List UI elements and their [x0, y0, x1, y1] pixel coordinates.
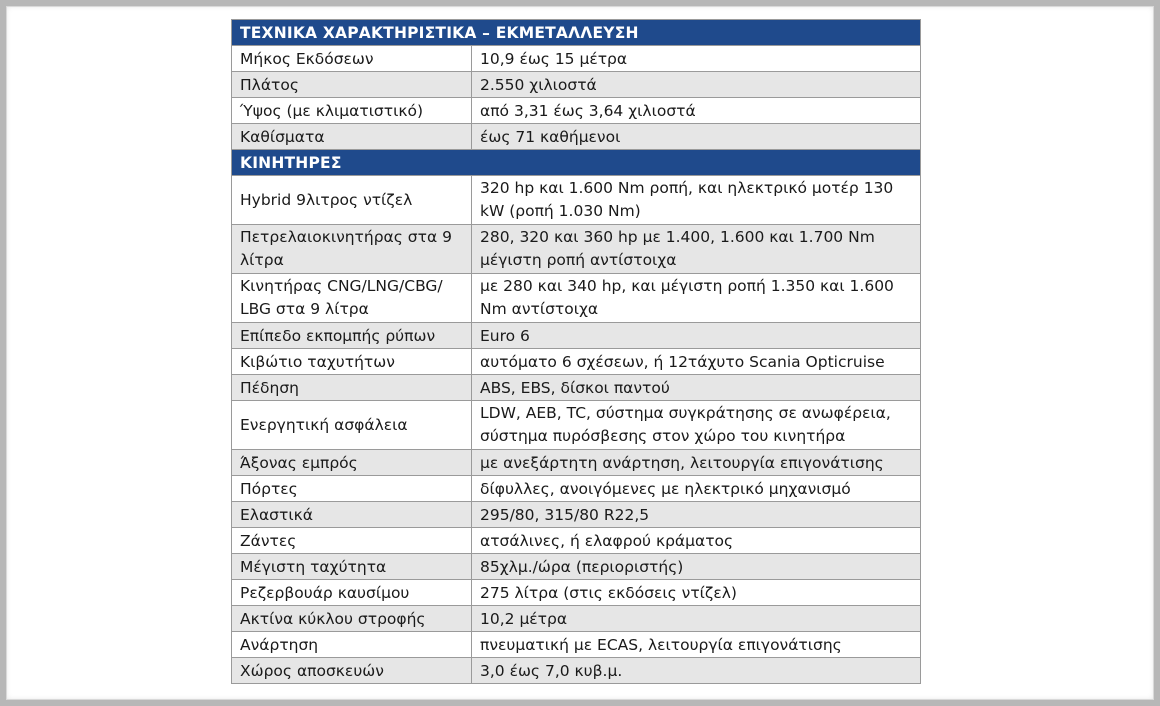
- table-row: [232, 658, 921, 684]
- row-value: 280, 320 και 360 hp με 1.400, 1.600 και 1.700 Nm μέγιστη ροπή αντίστοιχα: [472, 225, 921, 274]
- table-row: [232, 606, 921, 632]
- table-row: [232, 225, 921, 274]
- table-row: [232, 632, 921, 658]
- row-label: Ρεζερβουάρ καυσίμου: [232, 580, 472, 606]
- table-row: [232, 124, 921, 150]
- row-value: 10,2 μέτρα: [472, 606, 921, 632]
- row-label: Άξονας εμπρός: [232, 450, 472, 476]
- row-value: 2.550 χιλιοστά: [472, 72, 921, 98]
- row-value: 275 λίτρα (στις εκδόσεις ντίζελ): [472, 580, 921, 606]
- row-label: Κινητήρας CNG/LNG/CBG/ LBG στα 9 λίτρα: [232, 274, 472, 323]
- section-header: [232, 20, 921, 46]
- table-row: [232, 46, 921, 72]
- row-label: Ανάρτηση: [232, 632, 472, 658]
- row-value: 3,0 έως 7,0 κυβ.μ.: [472, 658, 921, 684]
- table-row: [232, 375, 921, 401]
- row-label: Hybrid 9λιτρος ντίζελ: [232, 176, 472, 225]
- table-row: [232, 401, 921, 450]
- row-label: Ζάντες: [232, 528, 472, 554]
- section-title-operation: ΤΕΧΝΙΚΑ ΧΑΡΑΚΤΗΡΙΣΤΙΚΑ – ΕΚΜΕΤΑΛΛΕΥΣΗ: [232, 20, 921, 46]
- row-label: Κιβώτιο ταχυτήτων: [232, 349, 472, 375]
- table-row: [232, 98, 921, 124]
- row-label: Ελαστικά: [232, 502, 472, 528]
- row-label: Πετρελαιοκινητήρας στα 9 λίτρα: [232, 225, 472, 274]
- row-value: αυτόματο 6 σχέσεων, ή 12τάχυτο Scania Opticruise: [472, 349, 921, 375]
- row-value: 85χλμ./ώρα (περιοριστής): [472, 554, 921, 580]
- row-value: ατσάλινες, ή ελαφρού κράματος: [472, 528, 921, 554]
- table-row: [232, 349, 921, 375]
- row-value: LDW, AEB, TC, σύστημα συγκράτησης σε ανωφέρεια, σύστημα πυρόσβεσης στον χώρο του κινητήρα: [472, 401, 921, 450]
- row-label: Μήκος Εκδόσεων: [232, 46, 472, 72]
- row-label: Πέδηση: [232, 375, 472, 401]
- table-row: [232, 502, 921, 528]
- table-row: [232, 176, 921, 225]
- row-value: με 280 και 340 hp, και μέγιστη ροπή 1.350 και 1.600 Nm αντίστοιχα: [472, 274, 921, 323]
- row-label: Ύψος (με κλιματιστικό): [232, 98, 472, 124]
- table-row: [232, 528, 921, 554]
- table-row: [232, 274, 921, 323]
- row-value: Euro 6: [472, 323, 921, 349]
- row-label: Ακτίνα κύκλου στροφής: [232, 606, 472, 632]
- row-label: Επίπεδο εκπομπής ρύπων: [232, 323, 472, 349]
- row-label: Ενεργητική ασφάλεια: [232, 401, 472, 450]
- table-row: [232, 323, 921, 349]
- row-value: δίφυλλες, ανοιγόμενες με ηλεκτρικό μηχανισμό: [472, 476, 921, 502]
- row-value: 320 hp και 1.600 Nm ροπή, και ηλεκτρικό μοτέρ 130 kW (ροπή 1.030 Nm): [472, 176, 921, 225]
- table-row: [232, 580, 921, 606]
- row-value: 10,9 έως 15 μέτρα: [472, 46, 921, 72]
- section-engines: [232, 150, 921, 684]
- row-label: Χώρος αποσκευών: [232, 658, 472, 684]
- row-label: Καθίσματα: [232, 124, 472, 150]
- section-header: [232, 150, 921, 176]
- table-row: [232, 450, 921, 476]
- row-value: από 3,31 έως 3,64 χιλιοστά: [472, 98, 921, 124]
- row-value: έως 71 καθήμενοι: [472, 124, 921, 150]
- spec-table: [231, 19, 921, 684]
- section-operation: [232, 20, 921, 150]
- row-value: πνευματική με ECAS, λειτουργία επιγονάτισης: [472, 632, 921, 658]
- table-row: [232, 72, 921, 98]
- row-label: Πλάτος: [232, 72, 472, 98]
- row-value: 295/80, 315/80 R22,5: [472, 502, 921, 528]
- row-label: Μέγιστη ταχύτητα: [232, 554, 472, 580]
- table-row: [232, 476, 921, 502]
- section-title-engines: ΚΙΝΗΤΗΡΕΣ: [232, 150, 921, 176]
- row-label: Πόρτες: [232, 476, 472, 502]
- table-row: [232, 554, 921, 580]
- row-value: με ανεξάρτητη ανάρτηση, λειτουργία επιγονάτισης: [472, 450, 921, 476]
- row-value: ABS, EBS, δίσκοι παντού: [472, 375, 921, 401]
